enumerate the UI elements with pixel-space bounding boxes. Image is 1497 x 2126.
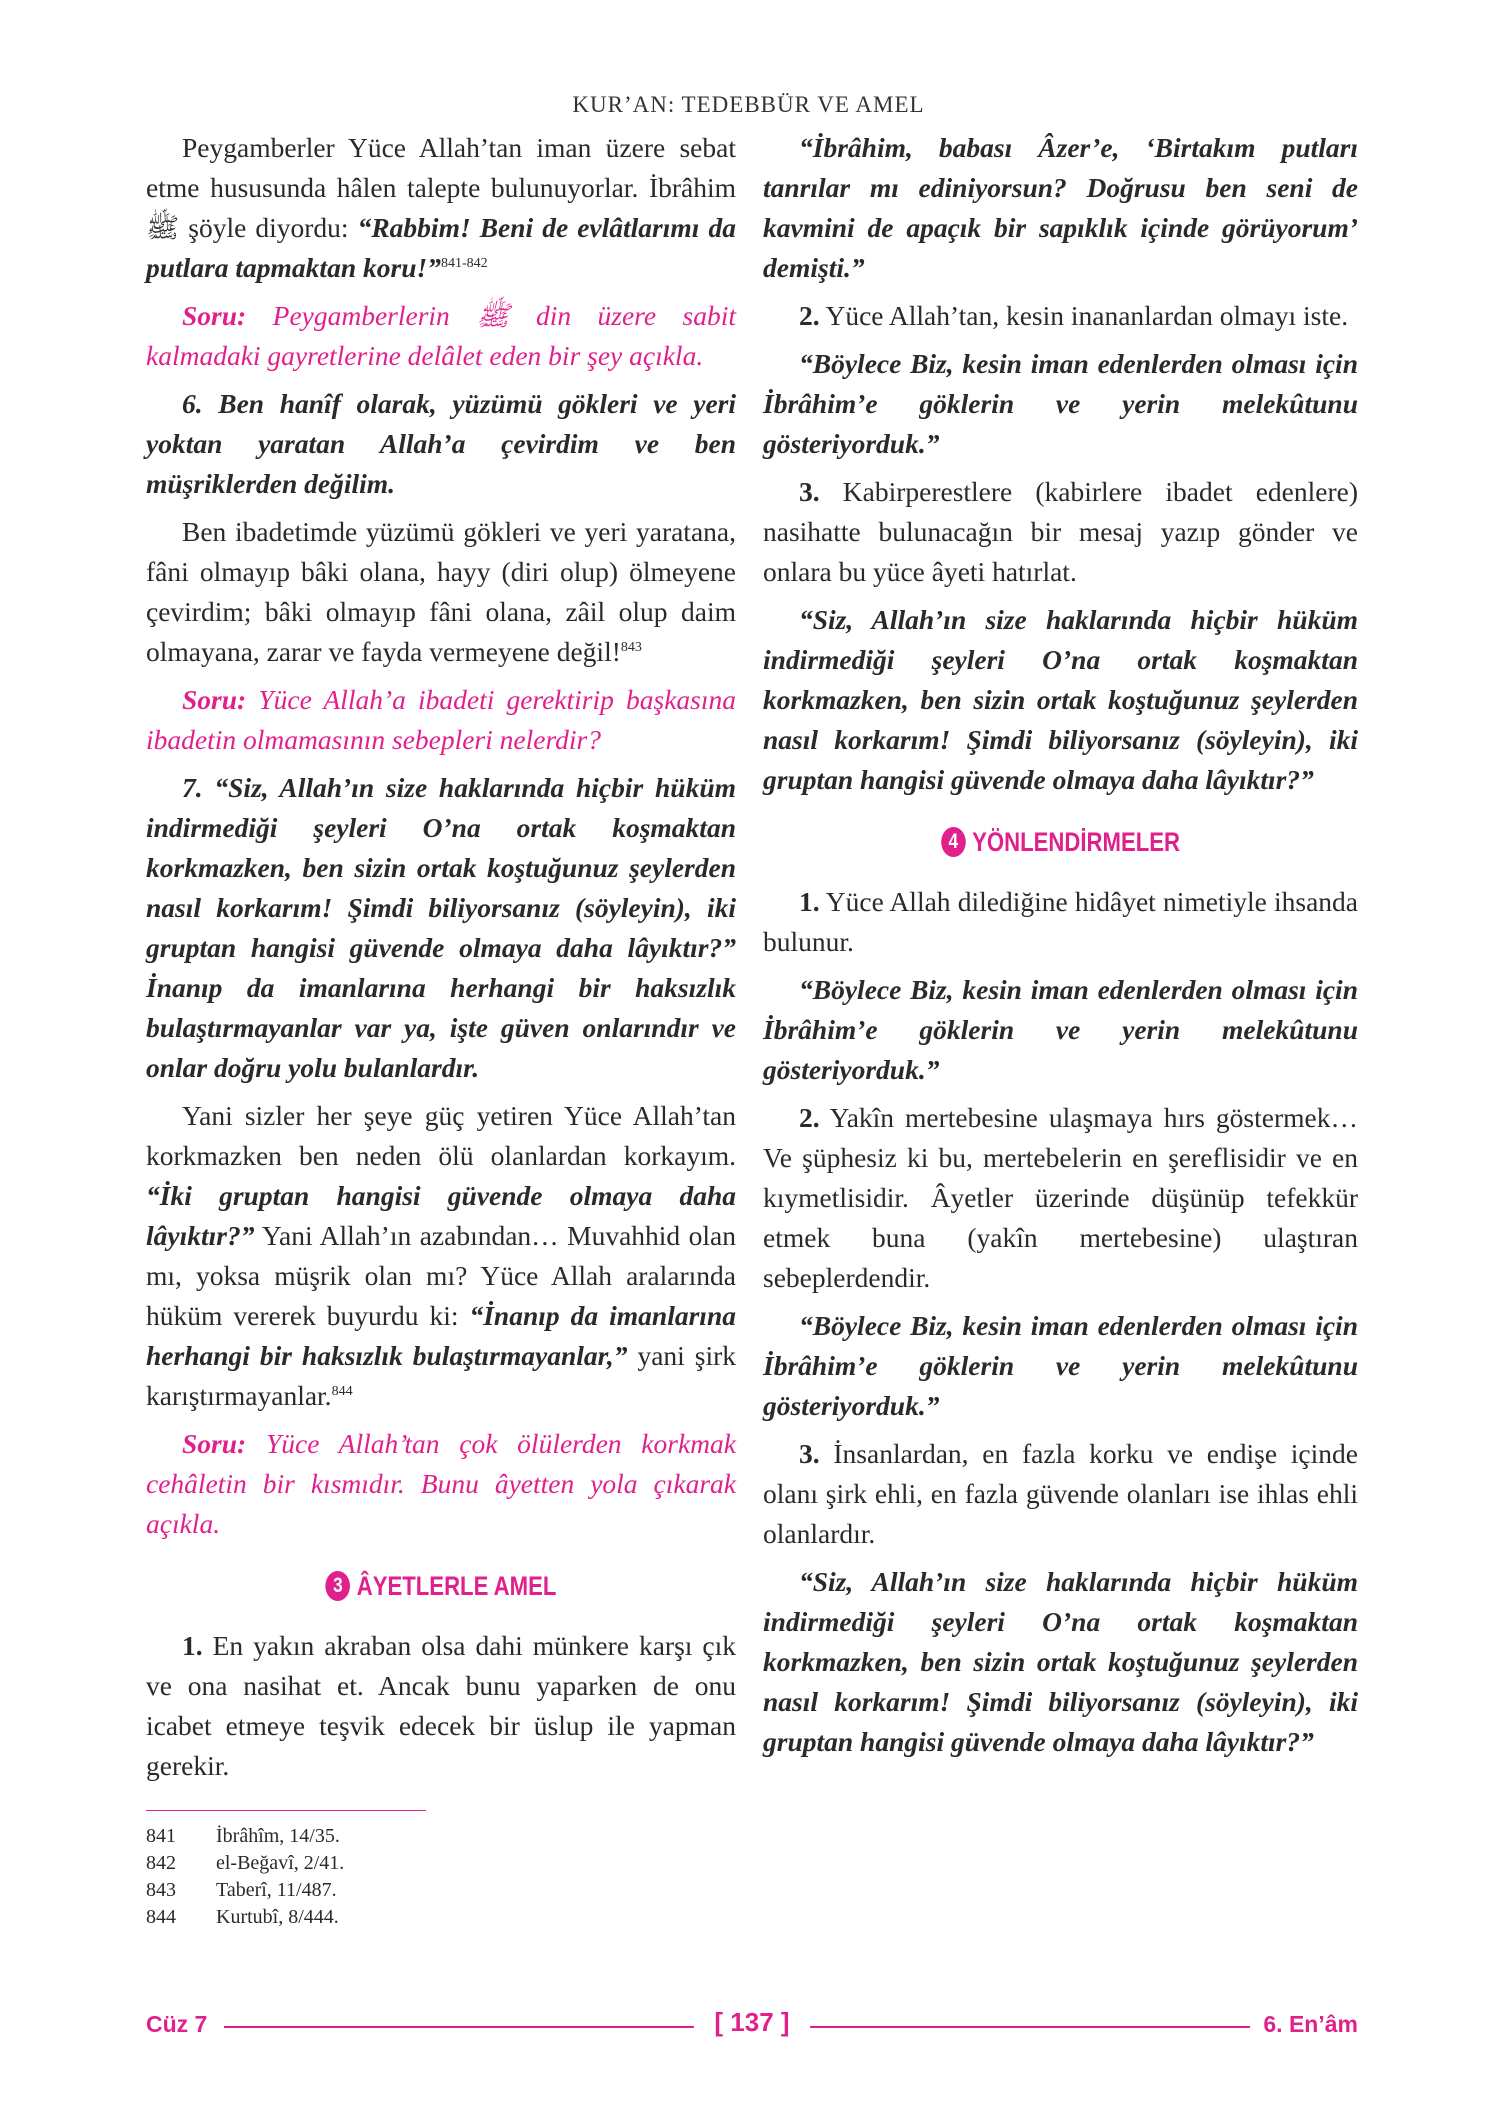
verse-paragraph: “Böylece Biz, kesin iman edenlerden olması için İbrâhim’e göklerin ve yerin melekûtunu gösteriyorduk.” <box>763 1310 1358 1421</box>
verse-paragraph: “Siz, Allah’ın size haklarında hiçbir hüküm indirmediği şeyleri O’na ortak koşmaktan korkmazken, ben sizin ortak koştuğunuz şeylerden nasıl korkarım! Şimdi biliyorsanız (söyleyin), iki gruptan hangisi güvende olmaya daha lâyıktır?” <box>763 1566 1358 1757</box>
footnote: 841 İbrâhîm, 14/35. <box>146 1825 340 1847</box>
list-item: 3. İnsanlardan, en fazla korku ve endişe içinde olanı şirk ehli, en fazla güvende olanları ise ihlas ehli olanlardır. <box>763 1438 1358 1549</box>
footer-rule-right <box>810 2026 1250 2028</box>
footer-surah: 6. En’âm <box>1263 2011 1358 2037</box>
paragraph: Peygamberler Yüce Allah’tan iman üzere sebat etme hususunda hâlen talepte bulunuyorlar. İbrâhim ﷺ şöyle diyordu: “Rabbim! Beni de evlâtlarımı da putlara tapmaktan koru!”$^{841-842}$ <box>146 132 736 283</box>
section-number-badge: 3 <box>326 1571 351 1601</box>
left-column <box>146 128 736 1931</box>
right-column <box>763 128 1358 1770</box>
verse-paragraph: “İbrâhim, babası Âzer’e, ‘Birtakım putları tanrılar mı ediniyorsun? Doğrusu ben seni de kavmini de apaçık bir sapıklık içinde görüyorum’ demişti.” <box>763 132 1358 283</box>
verse-paragraph: “Böylece Biz, kesin iman edenlerden olması için İbrâhim’e göklerin ve yerin melekûtunu gösteriyorduk.” <box>763 348 1358 459</box>
paragraph: Yani sizler her şeye güç yetiren Yüce Allah’tan korkmazken ben neden ölü olanlardan korkayım. “İki gruptan hangisi güvende olmaya daha lâyıktır?” Yani Allah’ın azabından… Muvahhid olan mı, yoksa müşrik olan mı? Yüce Allah aralarında hüküm vererek buyurdu ki: “İnanıp da imanlarına herhangi bir haksızlık bulaştırmayanlar,” yani şirk karıştırmayanlar.$^{844}$ <box>146 1100 736 1411</box>
page-number: [ 137 ] <box>714 2007 790 2037</box>
list-item: 2. Yüce Allah’tan, kesin inananlardan olmayı iste. <box>799 300 1349 331</box>
section-heading: 4 YÖNLENDİRMELER <box>817 822 1305 862</box>
list-item: 1. En yakın akraban olsa dahi münkere karşı çık ve ona nasihat et. Ancak bunu yaparken de onu icabet etmeye teşvik edecek bir üslup ile yapman gerekir. <box>146 1630 736 1781</box>
question-paragraph: Soru: Yüce Allah’tan çok ölülerden korkmak cehâletin bir kısmıdır. Bunu âyetten yola çıkarak açıkla. <box>146 1428 736 1539</box>
list-item: 3. Kabirperestlere (kabirlere ibadet edenlere) nasihatte bulunacağın bir mesaj yazıp gönder ve onlara bu yüce âyeti hatırlat. <box>763 476 1358 587</box>
footnote: 844 Kurtubî, 8/444. <box>146 1906 339 1928</box>
quote-inline: “Rabbim! Beni de evlâtlarımı da putlara tapmaktan koru!” <box>146 212 736 283</box>
footnote-ref: 843 <box>620 639 642 655</box>
verse-paragraph: 7. “Siz, Allah’ın size haklarında hiçbir hüküm indirmediği şeyleri O’na ortak koşmaktan korkmazken, ben sizin ortak koştuğunuz şeylerden nasıl korkarım! Şimdi biliyorsanız (söyleyin), iki gruptan hangisi güvende olmaya daha lâyıktır?” İnanıp da imanlarına herhangi bir haksızlık bulaştırmayanlar var ya, işte güven onlarındır ve onlar doğru yolu bulanlardır. <box>146 772 736 1083</box>
list-item: 1. Yüce Allah dilediğine hidâyet nimetiyle ihsanda bulunur. <box>763 886 1358 957</box>
footnote: 843 Taberî, 11/487. <box>146 1879 337 1901</box>
section-number-badge: 4 <box>941 827 966 857</box>
section-heading: 3 ÂYETLERLE AMEL <box>199 1566 683 1606</box>
footer-juz: Cüz 7 <box>146 2011 208 2037</box>
footer-rule-left <box>224 2026 694 2028</box>
question-paragraph: Soru: Yüce Allah’a ibadeti gerektirip başkasına ibadetin olmamasının sebepleri nelerdir? <box>146 684 736 755</box>
paragraph: Ben ibadetimde yüzümü gökleri ve yeri yaratana, fâni olmayıp bâki olana, hayy (diri olup) ölmeyene çevirdim; bâki olmayıp fâni olana, zâil olup daim olmayana, zarar ve fayda vermeyene değil!$^{843}$ <box>146 516 736 667</box>
footnote-ref: 841-842 <box>440 255 488 271</box>
question-paragraph: Soru: Peygamberlerin ﷺ din üzere sabit kalmadaki gayretlerine delâlet eden bir şey açıkla. <box>146 300 736 371</box>
footnote: 842 el-Beğavî, 2/41. <box>146 1852 345 1874</box>
verse-paragraph: “Siz, Allah’ın size haklarında hiçbir hüküm indirmediği şeyleri O’na ortak koşmaktan korkmazken, ben sizin ortak koştuğunuz şeylerden nasıl korkarım! Şimdi biliyorsanız (söyleyin), iki gruptan hangisi güvende olmaya daha lâyıktır?” <box>763 604 1358 795</box>
page-footer <box>146 2007 1358 2041</box>
running-header: KUR’AN: TEDEBBÜR VE AMEL <box>572 92 925 117</box>
verse-paragraph: “Böylece Biz, kesin iman edenlerden olması için İbrâhim’e göklerin ve yerin melekûtunu gösteriyorduk.” <box>763 974 1358 1085</box>
list-item: 2. Yakîn mertebesine ulaşmaya hırs göstermek… Ve şüphesiz ki bu, mertebelerin en şereflisidir ve en kıymetlisidir. Âyetler üzerinde düşünüp tefekkür etmek buna (yakîn mertebesine) ulaştıran sebeplerdendir. <box>763 1102 1358 1293</box>
footnote-ref: 844 <box>331 1383 353 1399</box>
verse-paragraph: 6. Ben hanîf olarak, yüzümü gökleri ve yeri yoktan yaratan Allah’a çevirdim ve ben müşriklerden değilim. <box>146 388 736 499</box>
footnote-divider <box>146 1810 426 1811</box>
